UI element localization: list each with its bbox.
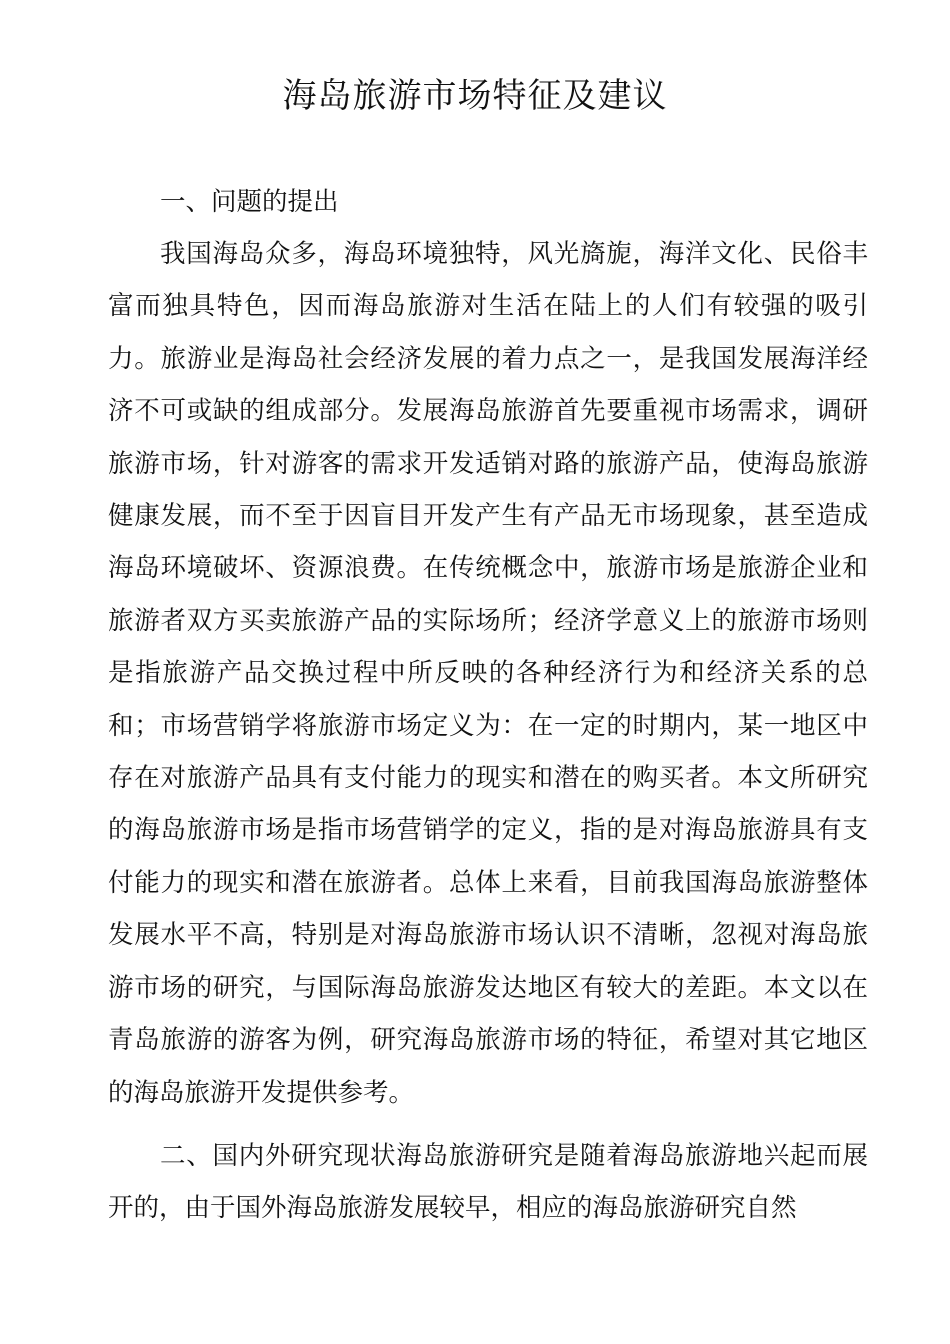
body-paragraph: 二、国内外研究现状海岛旅游研究是随着海岛旅游地兴起而展开的，由于国外海岛旅游发展较早，相应的海岛旅游研究自然 <box>108 1141 868 1224</box>
section-heading: 一、问题的提出 <box>160 187 339 217</box>
document-title: 海岛旅游市场特征及建议 <box>282 76 668 116</box>
body-paragraph: 我国海岛众多，海岛环境独特，风光旖旎，海洋文化、民俗丰富而独具特色，因而海岛旅游对生活在陆上的人们有较强的吸引力。旅游业是海岛社会经济发展的着力点之一，是我国发展海洋经济不可或缺的组成部分。发展海岛旅游首先要重视市场需求，调研旅游市场，针对游客的需求开发适销对路的旅游产品，使海岛旅游健康发展，而不至于因盲目开发产生有产品无市场现象，甚至造成海岛环境破坏、资源浪费。在传统概念中，旅游市场是旅游企业和旅游者双方买卖旅游产品的实际场所；经济学意义上的旅游市场则是指旅游产品交换过程中所反映的各种经济行为和经济关系的总和；市场营销学将旅游市场定义为：在一定的时期内，某一地区中存在对旅游产品具有支付能力的现实和潜在的购买者。本文所研究的海岛旅游市场是指市场营销学的定义，指的是对海岛旅游具有支付能力的现实和潜在旅游者。总体上来看，目前我国海岛旅游整体发展水平不高，特别是对海岛旅游市场认识不清晰，忽视对海岛旅游市场的研究，与国际海岛旅游发达地区有较大的差距。本文以在青岛旅游的游客为例，研究海岛旅游市场的特征，希望对其它地区的海岛旅游开发提供参考。 <box>108 239 868 1108</box>
